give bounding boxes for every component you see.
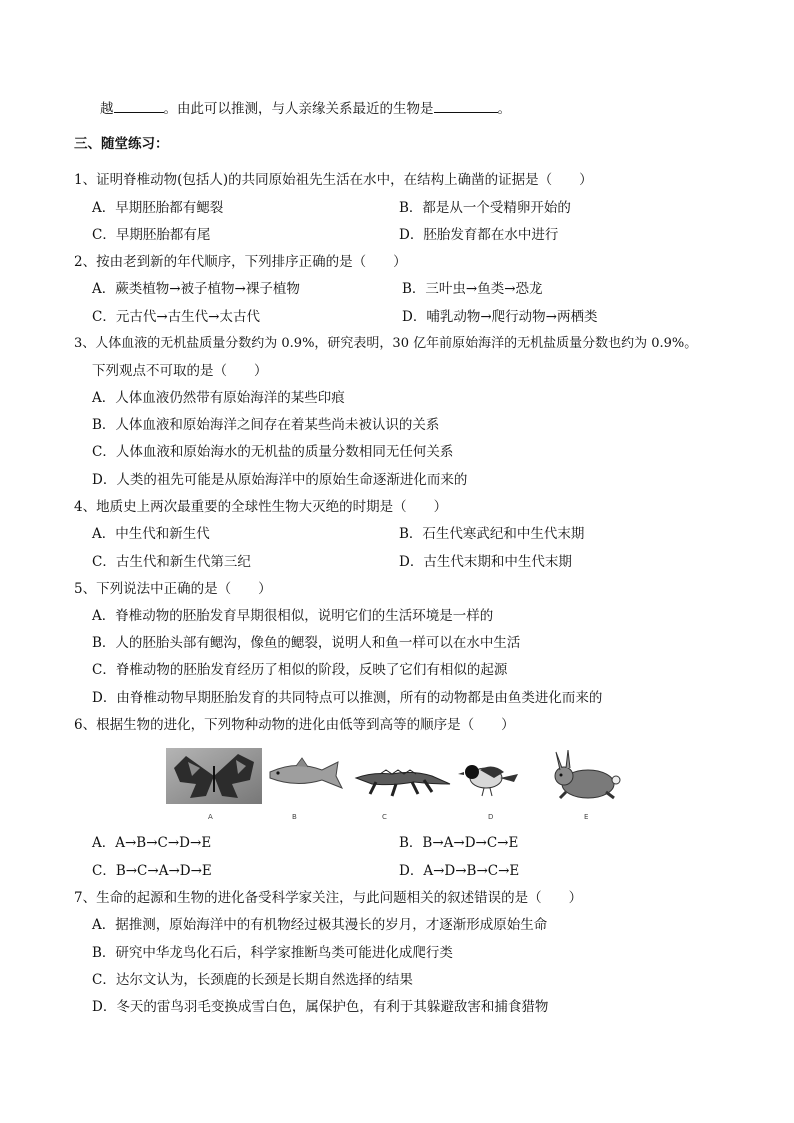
option: A．脊椎动物的胚胎发育早期很相似，说明它们的生活环境是一样的 — [92, 608, 494, 624]
option: C．古生代和新生代第三纪 — [92, 554, 251, 570]
intro-line — [100, 98, 511, 118]
intro-post: 。 — [497, 101, 511, 117]
question-stem: 7、生命的起源和生物的进化备受科学家关注，与此问题相关的叙述错误的是（ ） — [74, 890, 583, 906]
option: B．人体血液和原始海洋之间存在着某些尚未被认识的关系 — [92, 417, 440, 433]
answer-blank[interactable] — [114, 98, 164, 113]
option: D．人类的祖先可能是从原始海洋中的原始生命逐渐进化而来的 — [92, 472, 468, 488]
option: B．都是从一个受精卵开始的 — [399, 200, 571, 216]
option: D．哺乳动物→爬行动物→两栖类 — [402, 309, 598, 325]
option: A．A→B→C→D→E — [92, 835, 212, 851]
question-stem-continued: 下列观点不可取的是（ ） — [92, 363, 268, 379]
option: B．三叶虫→鱼类→恐龙 — [402, 281, 543, 297]
section-title: 三、随堂练习： — [74, 136, 169, 152]
animal-figure — [166, 748, 636, 823]
option: C．达尔文认为，长颈鹿的长颈是长期自然选择的结果 — [92, 972, 413, 988]
option: A．早期胚胎都有鳃裂 — [92, 200, 224, 216]
crocodile-image — [352, 748, 452, 804]
option: C．B→C→A→D→E — [92, 863, 212, 879]
fish-image — [266, 748, 348, 804]
question-stem: 1、证明脊椎动物(包括人)的共同原始祖先生活在水中，在结构上确凿的证据是（ ） — [74, 172, 593, 188]
intro-mid: 。由此可以推测，与人亲缘关系最近的生物是 — [163, 101, 434, 117]
rabbit-image — [546, 748, 630, 804]
option: C．脊椎动物的胚胎发育经历了相似的阶段，反映了它们有相似的起源 — [92, 662, 508, 678]
question-stem: 4、地质史上两次最重要的全球性生物大灭绝的时期是（ ） — [74, 499, 448, 515]
option: C．早期胚胎都有尾 — [92, 227, 211, 243]
bird-image — [456, 748, 522, 804]
image-label: C — [382, 813, 387, 821]
option: B．B→A→D→C→E — [399, 835, 519, 851]
image-label: B — [292, 813, 297, 821]
butterfly-image — [166, 748, 262, 804]
image-label: E — [584, 813, 589, 821]
question-stem: 6、根据生物的进化，下列物种动物的进化由低等到高等的顺序是（ ） — [74, 717, 515, 733]
question-stem: 5、下列说法中正确的是（ ） — [74, 581, 272, 597]
option: D．古生代末期和中生代末期 — [399, 554, 572, 570]
option: C．元古代→古生代→太古代 — [92, 309, 260, 325]
intro-pre: 越 — [100, 101, 114, 117]
option: D．胚胎发育都在水中进行 — [399, 227, 559, 243]
image-label: D — [488, 813, 494, 821]
answer-blank[interactable] — [434, 98, 498, 113]
question-stem: 3、人体血液的无机盐质量分数约为 0.9%，研究表明，30 亿年前原始海洋的无机盐质量分数也约为 0.9%。 — [74, 336, 698, 351]
option: A．蕨类植物→被子植物→裸子植物 — [92, 281, 300, 297]
image-label: A — [208, 813, 213, 821]
option: D．由脊椎动物早期胚胎发育的共同特点可以推测，所有的动物都是由鱼类进化而来的 — [92, 690, 603, 706]
option: D．A→D→B→C→E — [399, 863, 520, 879]
option: D．冬天的雷鸟羽毛变换成雪白色，属保护色，有利于其躲避敌害和捕食猎物 — [92, 999, 549, 1015]
question-stem: 2、按由老到新的年代顺序，下列排序正确的是（ ） — [74, 254, 407, 270]
option: A．中生代和新生代 — [92, 526, 210, 542]
option: A．人体血液仍然带有原始海洋的某些印痕 — [92, 390, 345, 406]
option: B．石生代寒武纪和中生代末期 — [399, 526, 585, 542]
option: B．人的胚胎头部有鳃沟，像鱼的鳃裂，说明人和鱼一样可以在水中生活 — [92, 635, 521, 651]
option: C．人体血液和原始海水的无机盐的质量分数相同无任何关系 — [92, 444, 454, 460]
option: B．研究中华龙鸟化石后，科学家推断鸟类可能进化成爬行类 — [92, 945, 453, 961]
option: A．据推测，原始海洋中的有机物经过极其漫长的岁月，才逐渐形成原始生命 — [92, 917, 548, 933]
